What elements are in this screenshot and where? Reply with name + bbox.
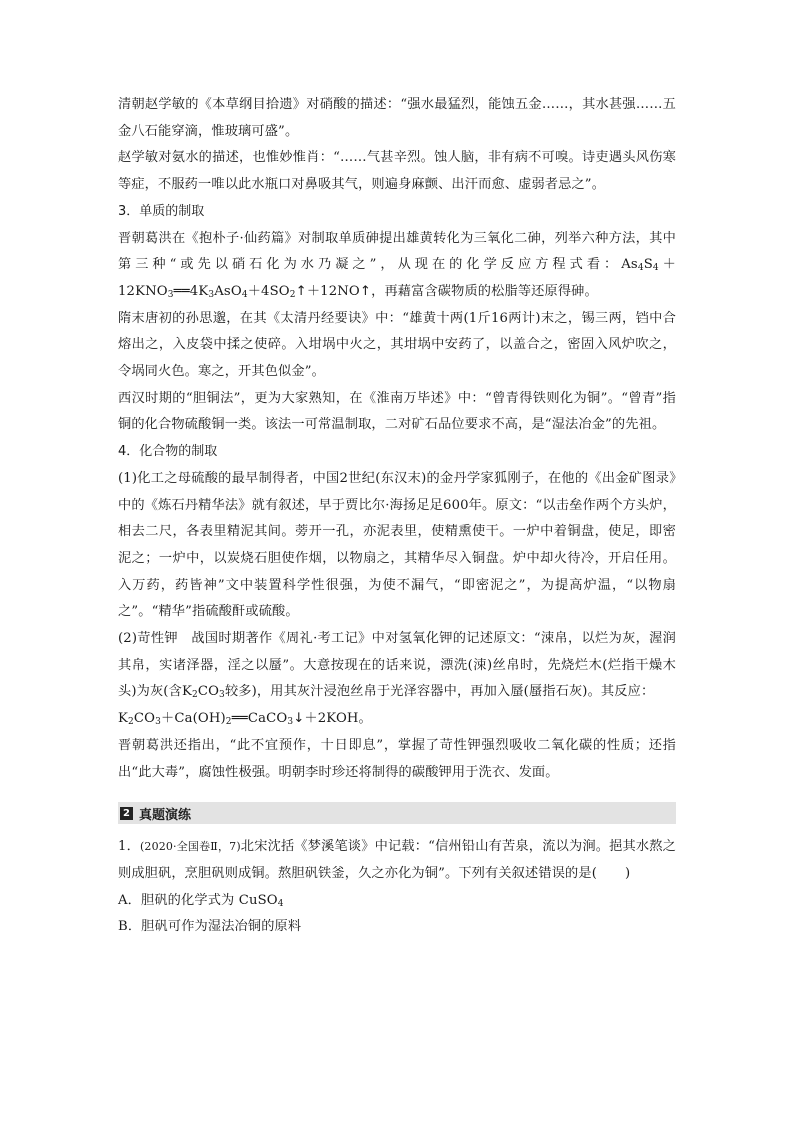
paragraph-ge-hong: 晋朝葛洪还指出，“此不宜预作，十日即息”，掌握了苛性钾强烈吸收二氧化碳的性质；还指出“此大毒”，腐蚀性极强。明朝李时珍还将制得的碳酸钾用于洗衣、发面。 [118, 737, 676, 780]
question-1-option-a: A．胆矾的化学式为 CuSO$_4$ [118, 892, 284, 909]
paragraph-nitric-acid: 清朝赵学敏的《本草纲目拾遗》对硝酸的描述：“强水最猛烈，能蚀五金……，其水甚强……五金八石能穿滴，惟玻璃可盛”。 [118, 97, 676, 139]
question-1-option-b: B．胆矾可作为湿法冶铜的原料 [118, 919, 302, 935]
section-title: 真题演练 [139, 807, 192, 823]
equation-line: $K_2CO_3+Ca(OH)_2══CaCO_3↓+2KOH$。 [118, 711, 372, 728]
section-header-bar [118, 802, 676, 824]
heading-element-preparation: 3．单质的制取 [118, 203, 205, 219]
section-number-badge: 2 [120, 807, 133, 820]
paragraph-caustic-potash: (2)苛性钾 战国时期著作《周礼·考工记》中对氢氧化钾的记述原文：“涑帛，以烂为灰，渥润其帛，实诸泽器，淫之以蜃”。大意按现在的话来说，漂洗(涑)丝帛时，先烧烂木(烂指干燥木头)为灰(含$K_2CO_3$较多)，用其灰汁浸泡丝帛于光泽容器中，再加入蜃(蜃指石灰)。其反应： [118, 631, 676, 701]
paragraph-sun-simiao: 隋末唐初的孙思邈，在其《太清丹经要诀》中：“雄黄十两(1斤16两计)末之，锡三两，铛中合熔出之，入皮袋中揉之使碎。入坩埚中火之，其坩埚中安药了，以盖合之，密固入风炉吹之，令埚同火色。寒之，开其色似金”。 [118, 310, 676, 380]
question-1-stem: 1．(2020·全国卷Ⅱ，7)北宋沈括《梦溪笔谈》中记载：“信州铅山有苦泉，流以为涧。挹其水熬之则成胆矾，烹胆矾则成铜。熬胆矾铁釜，久之亦化为铜”。下列有关叙述错误的是( ) [118, 839, 676, 881]
paragraph-sulfuric-acid: (1)化工之母硫酸的最早制得者，中国2世纪(东汉末)的金丹学家狐刚子，在他的《出金矿图录》中的《炼石丹精华法》就有叙述，早于贾比尔·海扬足足600年。原文：“以击垒作两个方头炉，相去二尺，各表里精泥其间。蒡开一孔，亦泥表里，使精熏使干。一炉中着铜盘，使足，即密泥之；一炉中，以炭烧石胆使作烟，以物扇之，其精华尽入铜盘。炉中却火待冷，开启任用。入万药，药皆神”文中装置科学性很强，为使不漏气，“即密泥之”，为提高炉温，“以物扇之”。“精华”指硫酸酐或硫酸。 [118, 470, 676, 620]
heading-compound-preparation: 4．化合物的制取 [118, 444, 218, 460]
paragraph-copper-method: 西汉时期的“胆铜法”，更为大家熟知，在《淮南万毕述》中：“曾青得铁则化为铜”。“曾青”指铜的化合物硫酸铜一类。该法一可常温制取，二对矿石品位要求不高，是“湿法冶金”的先祖。 [118, 390, 676, 433]
paragraph-ammonia: 赵学敏对氨水的描述，也惟妙惟肖：“……气甚辛烈。蚀人脑，非有病不可嗅。诗吏遇头风伤寒等症，不服药一唯以此水瓶口对鼻吸其气，则遍身麻颤、出汗而愈、虚弱者忌之”。 [118, 150, 676, 193]
paragraph-arsenic: 晋朝葛洪在《抱朴子·仙药篇》对制取单质砷提出雄黄转化为三氧化二砷，列举六种方法，其中第三种“或先以硝石化为水乃凝之”，从现在的化学反应方程式看：$As_4S_4+12KNO_3══4K_3AsO_4+4SO_2↑+12NO↑$，再藉富含碳物质的松脂等还原得砷。 [118, 230, 677, 300]
